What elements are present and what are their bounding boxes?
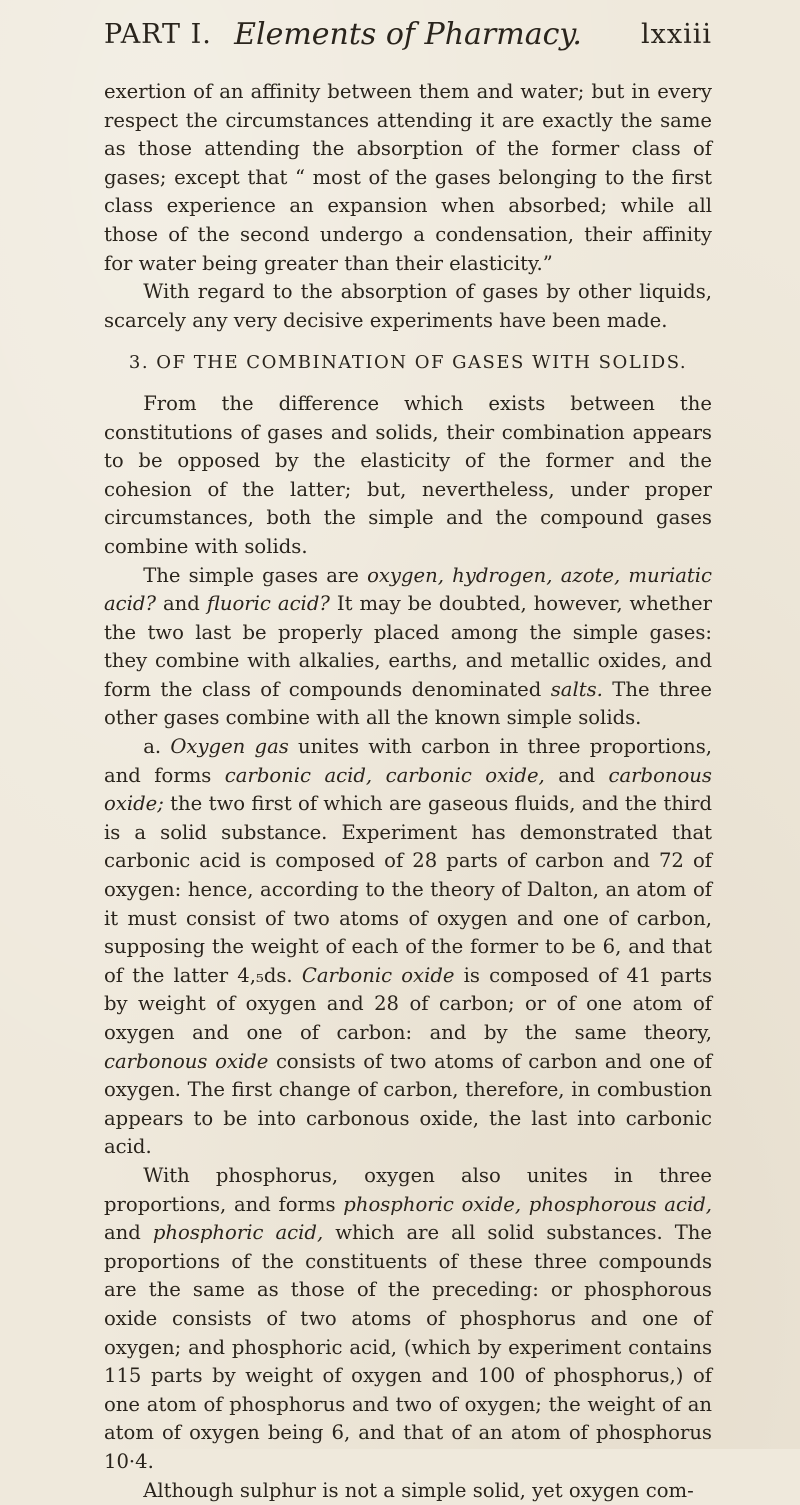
paragraph-gases-solids: From the difference which exists between the constitutions of gases and solids, their combination appears to be opposed by the elasticity of the former and the cohesion of the latter; but, nevertheless, under proper circumstances, both the simple and the compound gases combine with solids. [104, 390, 712, 562]
body-text [104, 78, 712, 1505]
paragraph-continuation: exertion of an affinity between them and water; but in every respect the circumstances attending it are exactly the same as those attending the absorption of the former class of gases; except that “ most of the gases belonging to the first class experience an expansion when absorbed; while all those of the second undergo a condensation, their affinity for water being greater than their elasticity.” [104, 78, 712, 278]
page-number: lxxiii [641, 10, 712, 60]
running-head [104, 10, 712, 60]
part-label: PART I. [104, 10, 212, 60]
paragraph-oxygen-carbon: a. Oxygen gas unites with carbon in three proportions, and forms carbonic acid, carbonic oxide, and carbonous oxide; the two first of which are gaseous fluids, and the third is a solid substance. Experiment has demonstrated that carbonic acid is composed of 28 parts of carbon and 72 of oxygen: hence, according to the theory of Dalton, an atom of it must consist of two atoms of oxygen and one of carbon, supposing the weight of each of the former to be 6, and that of the latter 4,₅ds. Carbonic oxide is composed of 41 parts by weight of oxygen and 28 of carbon; or of one atom of oxygen and one of carbon: and by the same theory, carbonous oxide consists of two atoms of carbon and one of oxygen. The first change of carbon, therefore, in combustion appears to be into carbonous oxide, the last into carbonic acid. [104, 733, 712, 1162]
paragraph-other-liquids: With regard to the absorption of gases by other liquids, scarcely any very decisive experiments have been made. [104, 278, 712, 335]
paragraph-phosphorus: With phosphorus, oxygen also unites in three proportions, and forms phosphoric oxide, phosphorous acid, and phosphoric acid, which are all solid substances. The proportions of the constituents of these three compounds are the same as those of the preceding: or phosphorous oxide consists of two atoms of phosphorus and one of oxygen; and phosphoric acid, (which by experiment contains 115 parts by weight of oxygen and 100 of phosphorus,) of one atom of phosphorus and two of oxygen; the weight of an atom of oxygen being 6, and that of an atom of phosphorus 10·4. [104, 1162, 712, 1477]
book-title: Elements of Pharmacy. [104, 10, 712, 60]
paragraph-sulphur: Although sulphur is not a simple solid, yet oxygen com- [104, 1477, 712, 1505]
section-heading: 3. OF THE COMBINATION OF GASES WITH SOLIDS. [104, 349, 712, 378]
paragraph-simple-gases: The simple gases are oxygen, hydrogen, azote, muriatic acid? and fluoric acid? It may be doubted, however, whether the two last be properly placed among the simple gases: they combine with alkalies, earths, and metallic oxides, and form the class of compounds denominated salts. The three other gases combine with all the known simple solids. [104, 562, 712, 734]
